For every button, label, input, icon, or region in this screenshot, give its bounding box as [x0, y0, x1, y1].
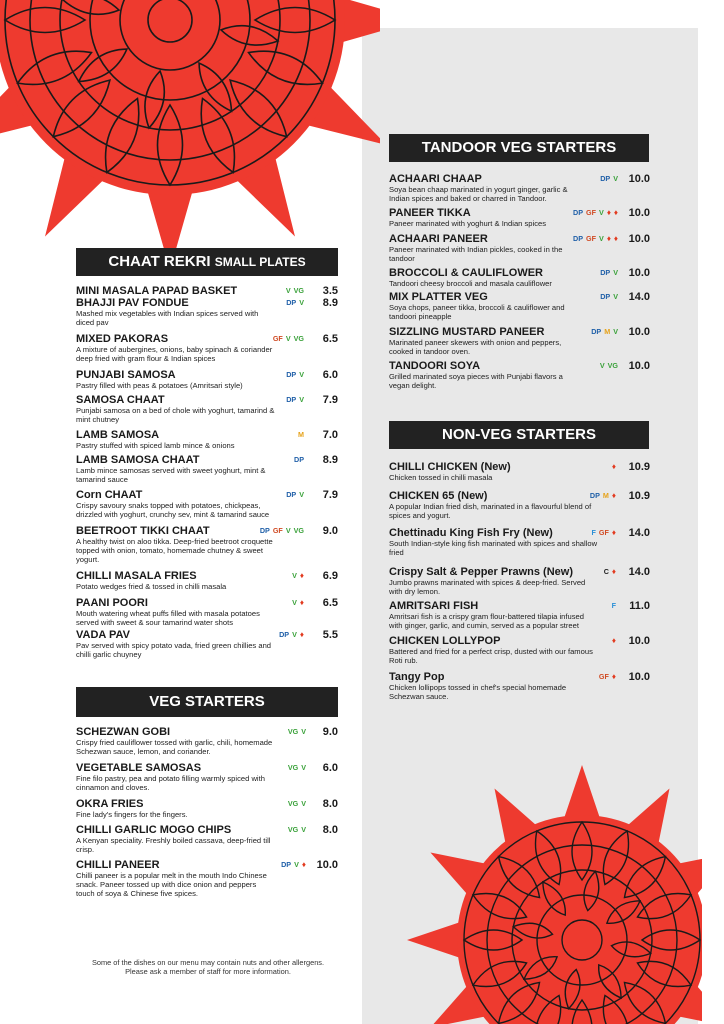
menu-item-name: SIZZLING MUSTARD PANEER: [389, 326, 545, 338]
dietary-tag-vg: VG: [287, 727, 299, 736]
allergen-note-line-2: Please ask a member of staff for more information.: [125, 967, 291, 976]
menu-item: [76, 570, 338, 591]
menu-item: [76, 597, 338, 627]
menu-item: [76, 454, 338, 484]
menu-item: [76, 394, 338, 424]
dietary-tag-v: V: [301, 727, 306, 736]
menu-item-description: Mashed mix vegetables with Indian spices served with diced pav: [76, 309, 259, 327]
dietary-tags: [285, 799, 306, 808]
chilli-icon: ♦: [299, 571, 304, 580]
menu-item-price: 10.0: [628, 326, 650, 338]
chilli-icon: ♦: [611, 462, 616, 471]
chaat-section-header: [76, 248, 338, 276]
menu-item-description: Crispy savoury snaks topped with potatoes, chickpeas, drizzled with yoghurt, crunchy sev, mint & tamarind sauce: [76, 501, 270, 519]
menu-item-name: CHILLI GARLIC MOGO CHIPS: [76, 824, 232, 836]
dietary-tag-v: V: [292, 630, 297, 639]
dietary-tag-gf: GF: [272, 334, 283, 343]
dietary-tag-v: V: [613, 292, 618, 301]
dietary-tag-dp: DP: [286, 395, 297, 404]
menu-item-name: OKRA FRIES: [76, 798, 144, 810]
dietary-tags: [570, 234, 618, 243]
menu-item-name: CHILLI CHICKEN (New): [389, 461, 511, 473]
menu-item-name: ACHAARI PANEER: [389, 233, 488, 245]
menu-item-price: 14.0: [628, 291, 650, 303]
dietary-tags: [276, 630, 304, 639]
dietary-tags: [283, 395, 304, 404]
menu-item-price: 5.5: [322, 629, 338, 641]
menu-item-name: VEGETABLE SAMOSAS: [76, 762, 202, 774]
menu-item: [389, 207, 650, 228]
dietary-tag-dp: DP: [259, 526, 270, 535]
dietary-tag-dp: DP: [600, 174, 611, 183]
menu-item-description: Soya chops, paneer tikka, broccoli & cauliflower and tandoori pineapple: [389, 303, 565, 321]
menu-item-description: South Indian-style king fish marinated with spices and shallow fried: [389, 539, 598, 557]
menu-item-description: A Kenyan speciality. Freshly boiled cassava, deep-fried till crisp.: [76, 836, 271, 854]
dietary-tag-v: V: [301, 799, 306, 808]
dietary-tag-vg: VG: [293, 286, 304, 295]
menu-item-name: MIX PLATTER VEG: [389, 291, 488, 303]
dietary-tag-m: M: [602, 491, 609, 500]
dietary-tags: [587, 491, 616, 500]
menu-item-description: Jumbo prawns marinated with spices & deep-fried. Served with dry lemon.: [389, 578, 586, 596]
menu-item-price: 8.0: [322, 824, 338, 836]
menu-item: [76, 726, 338, 756]
dietary-tags: [285, 763, 306, 772]
dietary-tag-dp: DP: [600, 268, 611, 277]
dietary-tag-dp: DP: [573, 208, 584, 217]
menu-item-name: CHICKEN LOLLYPOP: [389, 635, 501, 647]
menu-item-price: 10.0: [628, 173, 650, 185]
menu-item-name: Chettinadu King Fish Fry (New): [389, 527, 553, 539]
menu-item-description: Amritsari fish is a crispy gram flour-battered tilapia infused with ginger, garlic, and cumin, served as a popular street: [389, 612, 584, 630]
menu-item-price: 6.0: [322, 369, 338, 381]
menu-item-name: SAMOSA CHAAT: [76, 394, 165, 406]
dietary-tags: [285, 727, 306, 736]
dietary-tags: [597, 292, 618, 301]
menu-item: [389, 326, 650, 356]
menu-item-name: AMRITSARI FISH: [389, 600, 479, 612]
dietary-tag-vg: VG: [287, 825, 299, 834]
dietary-tag-v: V: [294, 860, 299, 869]
menu-item-description: A mixture of aubergines, onions, baby spinach & coriander deep fried with gram flour & Indian spices: [76, 345, 273, 363]
nonveg-title: NON-VEG STARTERS: [442, 426, 596, 443]
dietary-tag-vg: VG: [293, 526, 304, 535]
menu-item-price: 6.5: [322, 333, 338, 345]
dietary-tag-v: V: [599, 234, 604, 243]
chilli-icon: ♦: [611, 528, 616, 537]
menu-item: [76, 525, 338, 564]
dietary-tags: [283, 286, 304, 295]
menu-item-description: Paneer marinated with yoghurt & Indian spices: [389, 219, 547, 228]
dietary-tags: [283, 298, 304, 307]
menu-item-name: TANDOORI SOYA: [389, 360, 481, 372]
dietary-tag-v: V: [292, 598, 297, 607]
menu-item-description: Lamb mince samosas served with sweet yoghurt, mint & tamarind sauce: [76, 466, 266, 484]
dietary-tag-v: V: [299, 370, 304, 379]
dietary-tag-dp: DP: [279, 630, 290, 639]
dietary-tag-v: V: [301, 825, 306, 834]
dietary-tag-dp: DP: [281, 860, 292, 869]
dietary-tags: [588, 327, 618, 336]
menu-item-price: 10.9: [628, 490, 650, 502]
dietary-tag-v: V: [299, 490, 304, 499]
dietary-tags: [291, 455, 304, 464]
menu-item-name: MINI MASALA PAPAD BASKET: [76, 285, 238, 297]
menu-item-price: 10.0: [316, 859, 338, 871]
menu-item: [389, 461, 650, 482]
menu-item: [76, 297, 338, 327]
dietary-tags: [596, 672, 616, 681]
menu-item-price: 11.0: [629, 600, 650, 612]
dietary-tags: [609, 462, 616, 471]
dietary-tag-m: M: [298, 430, 304, 439]
menu-item-name: BROCCOLI & CAULIFLOWER: [389, 267, 543, 279]
dietary-tag-dp: DP: [591, 327, 602, 336]
menu-item: [389, 173, 650, 203]
menu-item-price: 10.0: [628, 360, 650, 372]
dietary-tag-v: V: [285, 286, 291, 295]
menu-item-name: PUNJABI SAMOSA: [76, 369, 176, 381]
menu-item-name: LAMB SAMOSA CHAAT: [76, 454, 200, 466]
dietary-tag-dp: DP: [573, 234, 584, 243]
dietary-tags: [289, 571, 304, 580]
menu-item: [389, 233, 650, 263]
dietary-tag-vg: VG: [607, 361, 618, 370]
menu-item-name: CHICKEN 65 (New): [389, 490, 488, 502]
menu-item-price: 7.0: [322, 429, 338, 441]
dietary-tag-v: V: [285, 334, 291, 343]
menu-item-price: 6.0: [322, 762, 338, 774]
menu-item-price: 14.0: [628, 566, 650, 578]
dietary-tags: [609, 636, 616, 645]
menu-item: [389, 600, 650, 630]
chaat-title-main: CHAAT REKRI: [108, 253, 211, 270]
dietary-tags: [597, 268, 618, 277]
dietary-tag-v: V: [299, 298, 304, 307]
dietary-tag-m: M: [604, 327, 611, 336]
menu-item: [76, 333, 338, 363]
dietary-tags: [570, 208, 618, 217]
menu-item-name: LAMB SAMOSA: [76, 429, 160, 441]
menu-item: [389, 566, 650, 596]
dietary-tag-dp: DP: [286, 490, 297, 499]
chilli-icon: ♦: [301, 860, 306, 869]
chilli-icon: ♦: [613, 208, 618, 217]
dietary-tag-v: V: [599, 208, 604, 217]
dietary-tag-f: F: [591, 528, 596, 537]
menu-item-name: CHILLI MASALA FRIES: [76, 570, 197, 582]
menu-item-price: 10.0: [628, 233, 650, 245]
menu-item-price: 9.0: [322, 525, 338, 537]
menu-item-description: A popular Indian fried dish, marinated in a flavourful blend of spices and yogurt.: [389, 502, 592, 520]
chilli-icon: ♦: [299, 598, 304, 607]
menu-item-description: Pav served with spicy potato vada, fried green chillies and chilli garlic chuyney: [76, 641, 272, 659]
menu-item-name: BEETROOT TIKKI CHAAT: [76, 525, 210, 537]
menu-item-name: PAANI POORI: [76, 597, 148, 609]
menu-item: [389, 291, 650, 321]
tandoor-section-header: [389, 134, 649, 162]
chilli-icon: ♦: [606, 208, 611, 217]
menu-item: [76, 629, 338, 659]
menu-item-price: 10.0: [628, 671, 650, 683]
dietary-tag-v: V: [301, 763, 306, 772]
menu-item: [76, 859, 338, 898]
dietary-tags: [283, 490, 304, 499]
menu-item-name: CHILLI PANEER: [76, 859, 160, 871]
dietary-tag-gf: GF: [598, 672, 609, 681]
dietary-tag-vg: VG: [293, 334, 304, 343]
dietary-tag-gf: GF: [586, 234, 597, 243]
chilli-icon: ♦: [606, 234, 611, 243]
menu-item-name: Crispy Salt & Pepper Prawns (New): [389, 566, 573, 578]
menu-item: [76, 429, 338, 450]
menu-item-price: 9.0: [322, 726, 338, 738]
chilli-icon: ♦: [611, 672, 616, 681]
dietary-tag-dp: DP: [589, 491, 600, 500]
dietary-tag-vg: VG: [287, 799, 299, 808]
dietary-tag-v: V: [613, 268, 618, 277]
menu-item-description: Chicken lollipops tossed in chef's special homemade Schezwan sauce.: [389, 683, 567, 701]
menu-item: [76, 369, 338, 390]
dietary-tags: [257, 526, 304, 535]
menu-item-name: VADA PAV: [76, 629, 130, 641]
dietary-tags: [589, 528, 616, 537]
allergen-footer: [60, 958, 356, 976]
menu-item-description: Soya bean chaap marinated in yogurt ginger, garlic & Indian spices and baked or charred in Tandoor.: [389, 185, 568, 203]
dietary-tag-dp: DP: [294, 455, 304, 464]
nonveg-section-header: [389, 421, 649, 449]
dietary-tag-v: V: [292, 571, 297, 580]
dietary-tag-gf: GF: [598, 528, 609, 537]
dietary-tags: [278, 860, 306, 869]
menu-item-price: 14.0: [628, 527, 650, 539]
menu-item: [389, 635, 650, 665]
menu-item-name: SCHEZWAN GOBI: [76, 726, 171, 738]
dietary-tags: [270, 334, 304, 343]
veg-section-header: [76, 687, 338, 717]
menu-item-description: Chilli paneer is a popular melt in the mouth Indo Chinese snack. Paneer tossed up with dice onion and peppers touch of soya & Chinese five spices.: [76, 871, 267, 898]
dietary-tag-gf: GF: [272, 526, 283, 535]
dietary-tags: [289, 598, 304, 607]
menu-item-name: BHAJJI PAV FONDUE: [76, 297, 189, 309]
menu-item-description: Chicken tossed in chilli masala: [389, 473, 493, 482]
menu-item-description: Pastry stuffed with spiced lamb mince & onions: [76, 441, 235, 450]
menu-item: [76, 824, 338, 854]
menu-item: [389, 490, 650, 520]
menu-item-price: 10.0: [628, 207, 650, 219]
menu-item-price: 10.9: [628, 461, 650, 473]
chaat-title-small: SMALL PLATES: [214, 255, 306, 269]
dietary-tag-v: V: [613, 327, 618, 336]
menu-item-description: Potato wedges fried & tossed in chilli masala: [76, 582, 227, 591]
menu-item-price: 7.9: [322, 489, 338, 501]
menu-item-price: 8.9: [322, 297, 338, 309]
menu-item-price: 6.5: [322, 597, 338, 609]
menu-item-name: Tangy Pop: [389, 671, 445, 683]
menu-item-description: Pastry filled with peas & potatoes (Amritsari style): [76, 381, 243, 390]
dietary-tags: [597, 174, 618, 183]
dietary-tags: [601, 567, 616, 576]
menu-item: [389, 267, 650, 288]
dietary-tags: [295, 430, 304, 439]
menu-item-name: ACHAARI CHAAP: [389, 173, 482, 185]
veg-title: VEG STARTERS: [149, 693, 265, 710]
menu-item-description: Grilled marinated soya pieces with Punjabi flavors a vegan delight.: [389, 372, 563, 390]
menu-item-description: Marinated paneer skewers with onion and peppers, cooked in tandoor oven.: [389, 338, 562, 356]
chilli-icon: ♦: [613, 234, 618, 243]
dietary-tag-c: C: [603, 567, 609, 576]
dietary-tag-v: V: [285, 526, 291, 535]
menu-item: [389, 360, 650, 390]
menu-item-description: Crispy fried cauliflower tossed with garlic, chili, homemade Schezwan sauce, lemon, and coriander.: [76, 738, 273, 756]
mandala-bottom-right-decoration: [362, 760, 702, 1024]
menu-item-description: Fine lady's fingers for the fingers.: [76, 810, 188, 819]
dietary-tags: [609, 601, 616, 610]
menu-item-price: 8.0: [322, 798, 338, 810]
chilli-icon: ♦: [611, 636, 616, 645]
menu-item-description: Fine filo pastry, pea and potato filling warmly spiced with cinnamon and cloves.: [76, 774, 265, 792]
tandoor-title: TANDOOR VEG STARTERS: [421, 139, 617, 156]
menu-item-name: Corn CHAAT: [76, 489, 143, 501]
menu-item-description: Punjabi samosa on a bed of chole with yoghurt, tamarind & mint chutney: [76, 406, 275, 424]
dietary-tags: [285, 825, 306, 834]
menu-item-description: A healthy twist on aloo tikka. Deep-fried beetroot croquette topped with onion, tomato, homemade chutney & sweet yogurt.: [76, 537, 273, 564]
allergen-note-line-1: Some of the dishes on our menu may contain nuts and other allergens.: [91, 958, 325, 967]
menu-item-price: 8.9: [322, 454, 338, 466]
menu-item-description: Battered and fried for a perfect crisp, dusted with our famous Roti rub.: [389, 647, 593, 665]
menu-item-name: PANEER TIKKA: [389, 207, 471, 219]
menu-item-description: Mouth watering wheat puffs filled with masala potatoes served with sweet & sour tamarind water shots: [76, 609, 260, 627]
menu-item: [76, 798, 338, 819]
menu-item-price: 10.0: [628, 635, 650, 647]
menu-item-description: Paneer marinated with Indian pickles, cooked in the tandoor: [389, 245, 563, 263]
dietary-tag-v: V: [599, 361, 605, 370]
menu-item: [76, 489, 338, 519]
menu-item: [76, 285, 338, 297]
menu-item-price: 6.9: [322, 570, 338, 582]
dietary-tag-v: V: [613, 174, 618, 183]
menu-item: [389, 671, 650, 701]
dietary-tag-gf: GF: [586, 208, 597, 217]
menu-item-price: 3.5: [322, 285, 338, 297]
chilli-icon: ♦: [611, 491, 616, 500]
menu-item-description: Tandoori cheesy broccoli and masala cauliflower: [389, 279, 552, 288]
menu-item-name: MIXED PAKORAS: [76, 333, 169, 345]
dietary-tag-v: V: [299, 395, 304, 404]
dietary-tag-dp: DP: [286, 370, 297, 379]
chilli-icon: ♦: [611, 567, 616, 576]
chilli-icon: ♦: [299, 630, 304, 639]
dietary-tag-dp: DP: [286, 298, 297, 307]
menu-item: [76, 762, 338, 792]
dietary-tag-vg: VG: [287, 763, 299, 772]
dietary-tag-f: F: [611, 601, 616, 610]
dietary-tag-dp: DP: [600, 292, 611, 301]
dietary-tags: [597, 361, 618, 370]
menu-item-price: 10.0: [628, 267, 650, 279]
menu-item-price: 7.9: [322, 394, 338, 406]
menu-item: [389, 527, 650, 557]
dietary-tags: [283, 370, 304, 379]
